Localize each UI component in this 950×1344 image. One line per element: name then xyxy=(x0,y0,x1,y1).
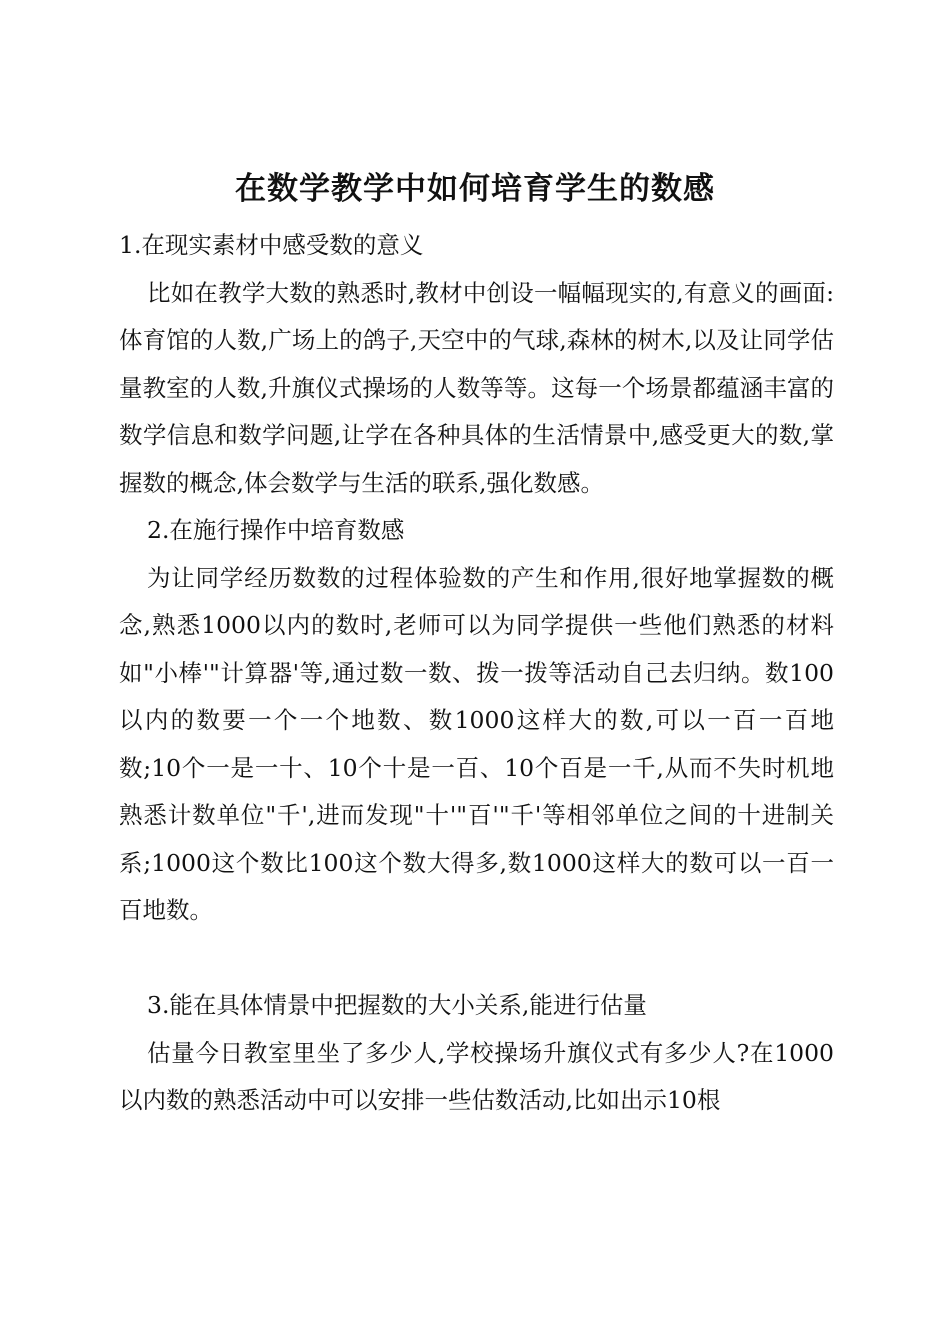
paragraph: 比如在教学大数的熟悉时,教材中创设一幅幅现实的,有意义的画面:体育馆的人数,广场上的鸽子,天空中的气球,森林的树木,以及让同学估量教室的人数,升旗仪式操场的人数等等。这每一个场景都蕴涵丰富的数学信息和数学问题,让学在各种具体的生活情景中,感受更大的数,掌握数的概念,体会数学与生活的联系,强化数感。 xyxy=(119,278,834,497)
document-body xyxy=(119,222,834,1125)
paragraph: 为让同学经历数数的过程体验数的产生和作用,很好地掌握数的概念,熟悉1000以内的数时,老师可以为同学提供一些他们熟悉的材料如"小棒'"计算器'等,通过数一数、拨一拨等活动自己去归纳。数100以内的数要一个一个地数、数1000这样大的数,可以一百一百地数;10个一是一十、10个十是一百、10个百是一千,从而不失时机地熟悉计数单位"千',进而发现"十'"百'"千'等相邻单位之间的十进制关系;1000这个数比100这个数大得多,数1000这样大的数可以一百一百地数。 xyxy=(119,563,834,924)
section-heading: 2.在施行操作中培育数感 xyxy=(147,516,405,544)
section-heading: 3.能在具体情景中把握数的大小关系,能进行估量 xyxy=(147,991,647,1019)
paragraph: 估量今日教室里坐了多少人,学校操场升旗仪式有多少人?在1000以内数的熟悉活动中可以安排一些估数活动,比如出示10根 xyxy=(119,1038,834,1114)
document-title: 在数学教学中如何培育学生的数感 xyxy=(235,170,715,207)
blank-line xyxy=(119,935,834,983)
section-heading: 1.在现实素材中感受数的意义 xyxy=(119,231,424,259)
